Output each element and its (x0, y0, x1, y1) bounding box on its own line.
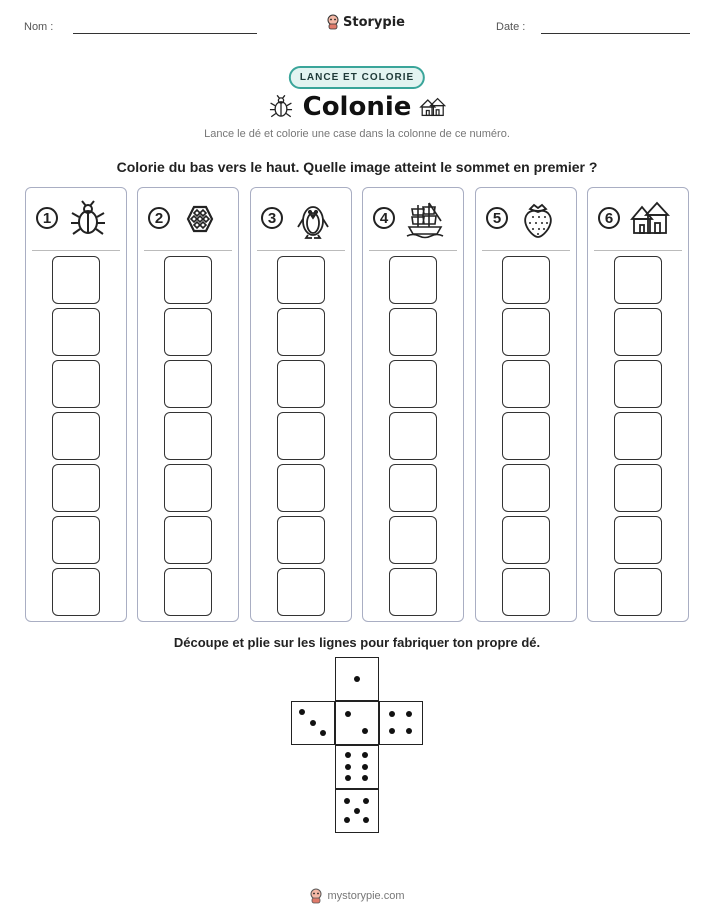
die-pip (362, 728, 368, 734)
column-4 (362, 187, 464, 622)
storypie-mascot-icon (326, 14, 340, 30)
color-cell[interactable] (502, 464, 550, 512)
die-pip (389, 728, 395, 734)
color-cell[interactable] (389, 464, 437, 512)
die-pip (389, 711, 395, 717)
name-line[interactable] (73, 33, 257, 34)
color-cell[interactable] (52, 464, 100, 512)
color-cell[interactable] (502, 412, 550, 460)
die-instruction: Découpe et plie sur les lignes pour fabriquer ton propre dé. (173, 635, 541, 650)
brand-logo (326, 14, 405, 30)
die-pip (345, 764, 351, 770)
die-pip (362, 752, 368, 758)
column-6 (587, 187, 689, 622)
color-cell[interactable] (52, 412, 100, 460)
column-5 (475, 187, 577, 622)
color-cell[interactable] (614, 360, 662, 408)
column-3 (250, 187, 352, 622)
die-face-5 (335, 789, 379, 833)
column-header (588, 188, 688, 250)
color-cell[interactable] (389, 360, 437, 408)
footer-url[interactable]: mystorypie.com (327, 890, 405, 902)
die-pip (345, 711, 351, 717)
column-divider (32, 250, 120, 251)
brand-name: Storypie (343, 14, 405, 30)
column-divider (369, 250, 457, 251)
column-2 (137, 187, 239, 622)
date-label: Date : (496, 21, 526, 33)
instruction-text: Colorie du bas vers le haut. Quelle image atteint le sommet en premier ? (116, 159, 598, 175)
color-cell[interactable] (614, 412, 662, 460)
footer (0, 888, 714, 904)
honeycomb-icon (180, 199, 220, 239)
color-cell[interactable] (614, 256, 662, 304)
column-header (251, 188, 351, 250)
penguin-icon (293, 199, 333, 239)
die-face-1 (335, 657, 379, 701)
die-pip (362, 775, 368, 781)
color-cell[interactable] (277, 360, 325, 408)
color-cell[interactable] (52, 256, 100, 304)
color-cell[interactable] (389, 256, 437, 304)
color-cell[interactable] (164, 360, 212, 408)
color-cell[interactable] (389, 308, 437, 356)
die-face-6 (335, 745, 379, 789)
die-face-3 (291, 701, 335, 745)
color-cell[interactable] (502, 308, 550, 356)
column-header (26, 188, 126, 250)
column-header (363, 188, 463, 250)
strawberry-icon (518, 199, 558, 239)
column-number: 2 (148, 207, 170, 229)
color-cell[interactable] (52, 360, 100, 408)
die-pip (363, 817, 369, 823)
column-header (138, 188, 238, 250)
storypie-mascot-icon (309, 888, 323, 904)
page-title: Colonie (302, 92, 412, 122)
color-cell[interactable] (164, 412, 212, 460)
die-face-4 (379, 701, 423, 745)
die-pip (362, 764, 368, 770)
color-cell[interactable] (277, 568, 325, 616)
date-line[interactable] (541, 33, 690, 34)
color-cell[interactable] (277, 464, 325, 512)
beetle-icon (68, 199, 108, 239)
name-label: Nom : (24, 21, 54, 33)
die-pip (363, 798, 369, 804)
die-pip (320, 730, 326, 736)
column-divider (594, 250, 682, 251)
ship-icon (405, 199, 445, 239)
color-cell[interactable] (614, 464, 662, 512)
color-cell[interactable] (277, 256, 325, 304)
column-1 (25, 187, 127, 622)
activity-badge: LANCE ET COLORIE (289, 66, 425, 89)
page-subtitle: Lance le dé et colorie une case dans la colonne de ce numéro. (204, 128, 510, 140)
color-cell[interactable] (389, 412, 437, 460)
die-pip (345, 775, 351, 781)
huts-icon (418, 94, 446, 120)
color-cell[interactable] (164, 464, 212, 512)
die-pip (299, 709, 305, 715)
die-pip (310, 720, 316, 726)
color-cell[interactable] (52, 516, 100, 564)
column-number: 6 (598, 207, 620, 229)
color-cell[interactable] (614, 568, 662, 616)
column-number: 3 (261, 207, 283, 229)
column-divider (144, 250, 232, 251)
die-pip (354, 808, 360, 814)
color-cell[interactable] (164, 256, 212, 304)
die-pip (406, 728, 412, 734)
color-cell[interactable] (52, 308, 100, 356)
color-cell[interactable] (389, 516, 437, 564)
die-pip (406, 711, 412, 717)
color-cell[interactable] (614, 516, 662, 564)
color-cell[interactable] (389, 568, 437, 616)
die-pip (344, 817, 350, 823)
column-number: 5 (486, 207, 508, 229)
color-cell[interactable] (502, 360, 550, 408)
color-cell[interactable] (502, 516, 550, 564)
color-cell[interactable] (277, 412, 325, 460)
color-cell[interactable] (277, 516, 325, 564)
color-cell[interactable] (164, 568, 212, 616)
column-number: 4 (373, 207, 395, 229)
color-cell[interactable] (502, 568, 550, 616)
color-cell[interactable] (277, 308, 325, 356)
color-cell[interactable] (502, 256, 550, 304)
die-pip (344, 798, 350, 804)
die-face-2 (335, 701, 379, 745)
die-pip (345, 752, 351, 758)
die-pip (354, 676, 360, 682)
huts-icon (630, 199, 670, 239)
column-divider (257, 250, 345, 251)
color-cell[interactable] (164, 308, 212, 356)
column-header (476, 188, 576, 250)
column-number: 1 (36, 207, 58, 229)
color-cell[interactable] (164, 516, 212, 564)
column-divider (482, 250, 570, 251)
color-cell[interactable] (52, 568, 100, 616)
color-cell[interactable] (614, 308, 662, 356)
